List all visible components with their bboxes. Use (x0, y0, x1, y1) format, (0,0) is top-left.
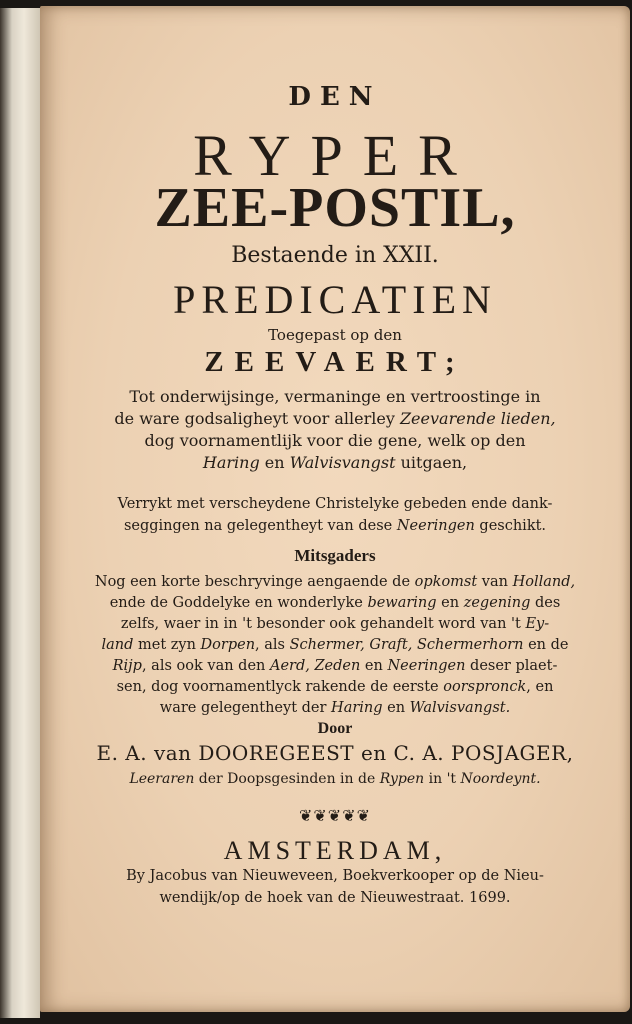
prayers-line-2 (60, 515, 610, 537)
title-page (40, 6, 630, 1012)
subtitle-bestaende: Bestaende in XXII. (231, 243, 439, 268)
history-text: en (382, 700, 410, 716)
history-text: met zyn (133, 637, 201, 653)
description-line-2 (60, 408, 610, 430)
history-italic: Dorpen (200, 637, 256, 653)
description-line-4 (60, 452, 610, 474)
history-line-3 (60, 614, 610, 635)
description-text: de ware godsaligheyt voor allerley (114, 409, 400, 428)
history-italic: Rijp (112, 658, 142, 674)
door-label: Door (317, 720, 353, 737)
history-italic: bewaring (367, 595, 437, 611)
affiliation-text: in 't (424, 771, 461, 787)
history-text: deser plaet- (465, 658, 558, 674)
history-text: , als ook van den (141, 658, 270, 674)
history-italic: oorspronck (443, 679, 527, 695)
book-spine-edge (0, 8, 40, 1018)
history-italic: Neeringen (387, 658, 466, 674)
history-text: ware gelegentheyt der (159, 700, 332, 716)
history-line-4 (60, 635, 610, 656)
prayers-italic: Neeringen (396, 518, 475, 534)
history-text: en (436, 595, 464, 611)
history-line-1 (60, 572, 610, 593)
history-italic: Walvisvangst. (409, 700, 511, 716)
description-italic: Walvisvangst (289, 453, 396, 472)
history-text: , als (255, 637, 290, 653)
history-italic: Ey- (525, 616, 550, 632)
title-zeevaert: ZEEVAERT; (204, 346, 466, 378)
history-italic: Holland, (512, 574, 576, 590)
history-italic: Aerd, Zeden (269, 658, 361, 674)
description-italic: Zeevarende lieden, (399, 409, 556, 428)
history-line-7 (60, 698, 610, 719)
history-line-2 (60, 593, 610, 614)
affiliation-italic: Noordeynt. (460, 771, 541, 787)
history-text: en de (523, 637, 569, 653)
history-text: sen, dog voornamentlyck rakende de eerste (116, 679, 444, 695)
history-italic: Schermer, Graft, Schermerhorn (289, 637, 524, 653)
authors-line: E. A. van DOOREGEEST en C. A. POSJAGER, (96, 741, 574, 765)
affiliation-italic: Leeraren (129, 771, 195, 787)
prayers-text: seggingen na gelegentheyt van dese (123, 518, 397, 534)
history-italic: opkomst (414, 574, 478, 590)
title-zee-postil: ZEE-POSTIL, (154, 177, 516, 239)
history-text: van (477, 574, 513, 590)
history-text: , en (526, 679, 554, 695)
title-ryper: RYPER (193, 123, 477, 188)
history-italic: land (101, 637, 134, 653)
history-text: en (360, 658, 388, 674)
description-text: uitgaen, (395, 453, 468, 472)
prayers-text: geschikt. (474, 518, 547, 534)
affiliation-italic: Rypen (379, 771, 425, 787)
description-italic: Haring (202, 453, 260, 472)
history-line-6 (60, 677, 610, 698)
title-den: DEN (288, 82, 382, 112)
subtitle-toegepast: Toegepast op den (268, 326, 402, 344)
mitsgaders-heading: Mitsgaders (294, 546, 376, 565)
authors-affiliation (60, 771, 610, 787)
imprint-city: AMSTERDAM, (223, 836, 447, 865)
imprint-line-1: By Jacobus van Nieuweveen, Boekverkooper op de Nieu- (126, 868, 544, 884)
prayers-line-1: Verrykt met verscheydene Christelyke gebeden ende dank- (117, 496, 553, 512)
history-text: des (530, 595, 561, 611)
history-text: ende de Goddelyke en wonderlyke (109, 595, 368, 611)
description-line-3: dog voornamentlijk voor die gene, welk op den (144, 431, 526, 450)
history-italic: Haring (331, 700, 383, 716)
description-line-1: Tot onderwijsinge, vermaninge en vertroostinge in (129, 387, 541, 406)
history-text: zelfs, waer in in 't besonder ook gehandelt word van 't (120, 616, 526, 632)
history-line-5 (60, 656, 610, 677)
title-predicatien: PREDICATIEN (173, 277, 497, 322)
description-text: en (259, 453, 290, 472)
history-text: Nog een korte beschryvinge aengaende de (94, 574, 415, 590)
history-italic: zegening (463, 595, 531, 611)
imprint-line-2: wendijk/op de hoek van de Nieuwestraat. 1699. (159, 890, 511, 906)
affiliation-text: der Doopsgesinden in de (194, 771, 380, 787)
printers-ornament: ❦❦❦❦❦ (298, 806, 372, 825)
